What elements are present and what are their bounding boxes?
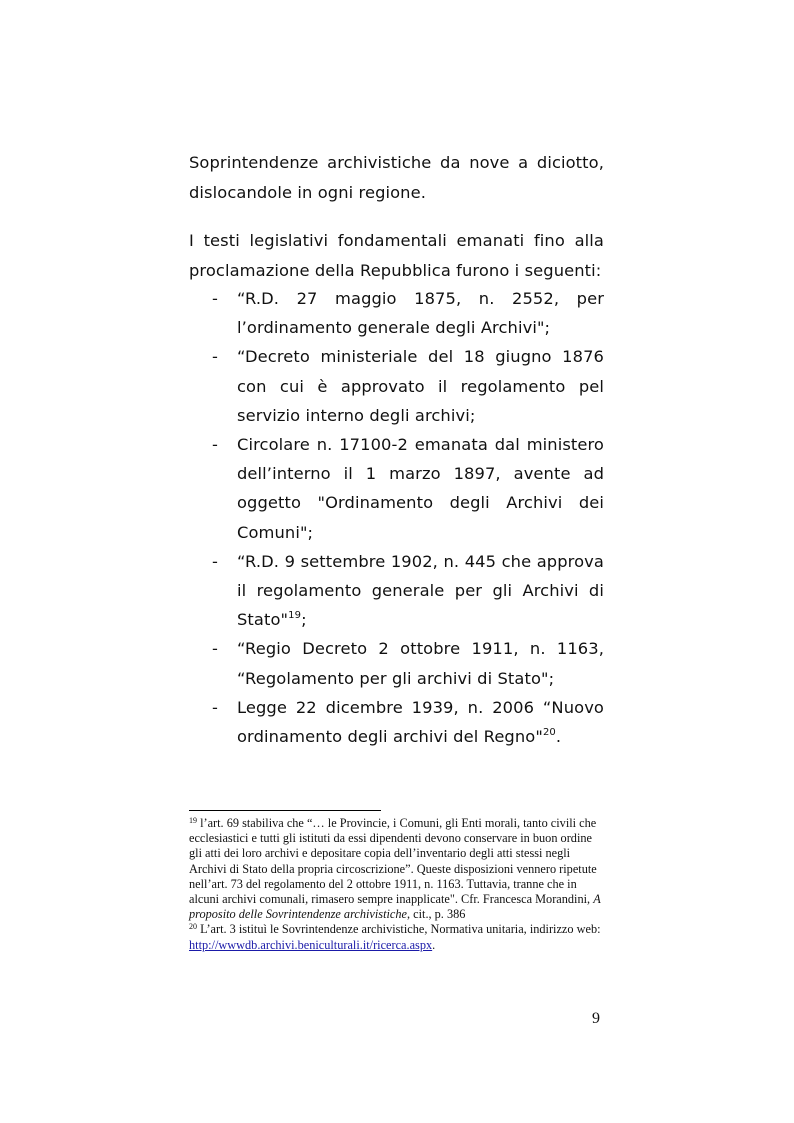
paragraph-soprintendenze: Soprintendenze archivistiche da nove a diciotto, dislocandole in ogni regione. <box>189 153 604 202</box>
footnote-separator <box>189 810 381 811</box>
list-dash: - <box>212 347 218 367</box>
list-item-punct: ; <box>301 610 307 630</box>
list-item-text: Legge 22 dicembre 1939, n. 2006 “Nuovo ordinamento degli archivi del Regno" <box>237 697 604 747</box>
list-dash: - <box>212 435 218 455</box>
paragraph-testi-legislativi: I testi legislativi fondamentali emanati fino alla proclamazione della Repubblica furono i seguenti: <box>189 231 604 280</box>
footnote-title: A proposito delle Sovrintendenze archivistiche <box>189 892 601 922</box>
list-item-text: “Decreto ministeriale del 18 giugno 1876 con cui è approvato il regolamento pel servizio interno degli archivi; <box>237 347 604 425</box>
legislation-list <box>189 284 604 751</box>
list-item <box>189 634 604 692</box>
footnote-text-end: , cit., p. 386 <box>407 907 466 922</box>
footnote-20 <box>189 922 605 952</box>
list-dash: - <box>212 697 218 717</box>
list-item <box>189 693 604 751</box>
footnote-text-end: . <box>432 937 436 952</box>
list-item <box>189 284 604 342</box>
list-item-text: “R.D. 9 settembre 1902, n. 445 che approva il regolamento generale per gli Archivi di Stato" <box>237 551 604 630</box>
list-item <box>189 430 604 547</box>
footnotes <box>189 816 605 953</box>
list-item-punct: . <box>555 727 562 747</box>
list-item <box>189 547 604 635</box>
footnote-text: l’art. 69 stabiliva che “… le Provincie, i Comuni, gli Enti morali, tanto civili che ecclesiastici e tutti gli istituti da essi dipendenti devono conservare in buon ordine gli atti dei loro archivi e depositare copia dell’inventario degli atti stessi negli Archivi di Stato della propria circoscrizione”. Queste disposizioni vennero ripetute nell’art. 73 del regolamento del 2 ottobre 1911, n. 1163. Tuttavia, tranne che in alcuni archivi comunali, rimasero sempre inapplicate". Cfr. Francesca Morandini, <box>189 816 597 907</box>
list-item <box>189 342 604 430</box>
footnote-text: L’art. 3 istituì le Sovrintendenze archivistiche, Normativa unitaria, indirizzo web: <box>197 922 601 937</box>
footnote-19 <box>189 816 605 922</box>
list-item-text: “R.D. 27 maggio 1875, n. 2552, per l’ordinamento generale degli Archivi"; <box>237 289 604 338</box>
page-number: 9 <box>592 1010 600 1027</box>
footnote-number: 19 <box>189 816 197 825</box>
list-dash: - <box>212 551 218 571</box>
footnote-link[interactable]: http://wwwdb.archivi.beniculturali.it/ricerca.aspx <box>189 937 433 952</box>
list-dash: - <box>212 639 218 659</box>
footnote-ref-20[interactable]: 20 <box>542 727 556 739</box>
footnote-ref-19[interactable]: 19 <box>288 610 302 622</box>
list-item-text: Circolare n. 17100-2 emanata dal ministero dell’interno il 1 marzo 1897, avente ad oggetto "Ordinamento degli Archivi dei Comuni"; <box>237 435 604 542</box>
list-item-text: “Regio Decreto 2 ottobre 1911, n. 1163, “Regolamento per gli archivi di Stato"; <box>237 639 604 688</box>
list-dash: - <box>212 289 218 308</box>
footnote-number: 20 <box>189 922 197 932</box>
